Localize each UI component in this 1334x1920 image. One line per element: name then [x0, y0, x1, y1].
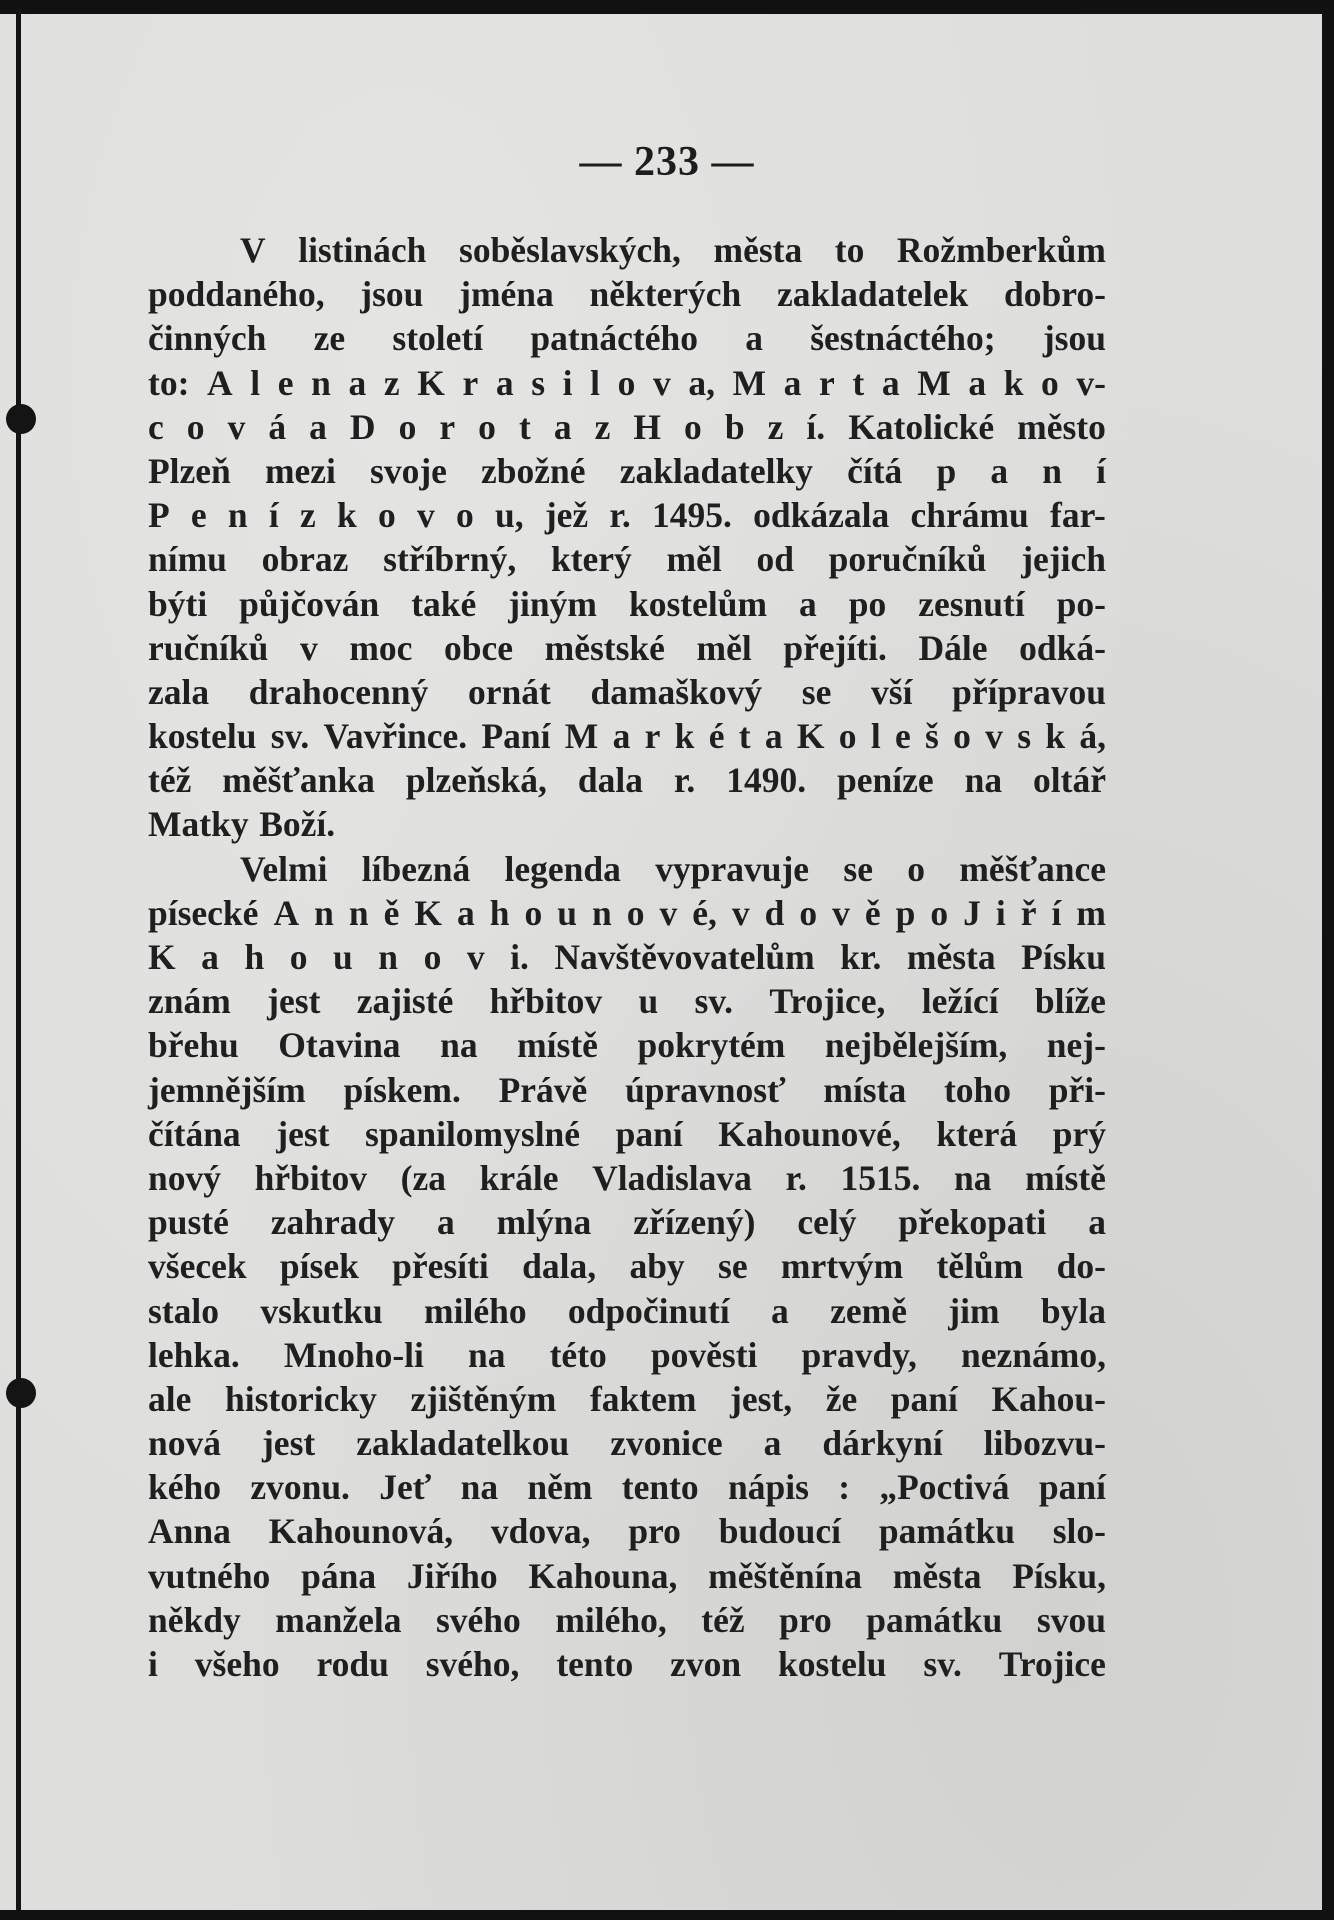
- scan-bottom-edge: [0, 1910, 1334, 1920]
- book-binding-edge: [16, 10, 21, 1910]
- text-line: nový hřbitov (za krále Vladislava r. 1515. na místě: [148, 1157, 1106, 1198]
- text-line: býti půjčován také jiným kostelům a po zesnutí po-: [148, 583, 1106, 624]
- text-line: též měšťanka plzeňská, dala r. 1490. peníze na oltář: [148, 760, 1106, 801]
- text-line: zala drahocenný ornát damaškový se vší přípravou: [148, 671, 1106, 712]
- text-line: všecek písek přesíti dala, aby se mrtvým tělům do-: [148, 1246, 1106, 1287]
- scan-right-edge: [1322, 0, 1334, 1920]
- text-line: jemnějším pískem. Právě úpravnosť místa toho při-: [148, 1069, 1106, 1110]
- text-line: břehu Otavina na místě pokrytém nejbělejším, nej-: [148, 1025, 1106, 1066]
- text-line: to: A l e n a z K r a s i l o v a, M a r t a M a k o v-: [148, 362, 1106, 403]
- text-line: V listinách soběslavských, města to Rožmberkům: [240, 230, 1106, 270]
- text-line: pusté zahrady a mlýna zřízený) celý překopati a: [148, 1202, 1106, 1243]
- page-number: — 233 —: [579, 139, 755, 185]
- text-line: stalo vskutku milého odpočinutí a země jim byla: [148, 1290, 1106, 1331]
- text-line: někdy manžela svého milého, též pro památku svou: [148, 1599, 1106, 1640]
- text-line: nímu obraz stříbrný, který měl od poručníků jejich: [148, 539, 1106, 580]
- text-line: K a h o u n o v i. Navštěvovatelům kr. města Písku: [148, 937, 1106, 977]
- text-line: i všeho rodu svého, tento zvon kostelu sv. Trojice: [148, 1644, 1106, 1684]
- text-line: Anna Kahounová, vdova, pro budoucí památku slo-: [148, 1511, 1106, 1552]
- text-line: kostelu sv. Vavřince. Paní M a r k é t a K o l e š o v s k á,: [148, 716, 1106, 757]
- scan-top-edge: [0, 0, 1334, 14]
- text-line: znám jest zajisté hřbitov u sv. Trojice, ležící blíže: [148, 981, 1106, 1022]
- text-line: lehka. Mnoho-li na této pověsti pravdy, neznámo,: [148, 1334, 1106, 1375]
- text-line: ale historicky zjištěným faktem jest, že paní Kahou-: [148, 1378, 1106, 1419]
- text-line: kého zvonu. Jeť na něm tento nápis : „Poctivá paní: [148, 1467, 1106, 1508]
- text-line: nová jest zakladatelkou zvonice a dárkyní libozvu-: [148, 1423, 1106, 1464]
- text-line: Plzeň mezi svoje zbožné zakladatelky čítá p a n í: [148, 450, 1106, 491]
- text-line: P e n í z k o v o u, jež r. 1495. odkázala chrámu far-: [148, 495, 1106, 536]
- body-text: [148, 228, 1106, 1686]
- text-line: c o v á a D o r o t a z H o b z í. Katolické město: [148, 406, 1106, 447]
- text-line: činných ze století patnáctého a šestnáctého; jsou: [148, 318, 1106, 359]
- binding-mark: [6, 404, 36, 434]
- text-line: Velmi líbezná legenda vypravuje se o měšťance: [240, 848, 1106, 889]
- text-line: vutného pána Jiřího Kahouna, měštěnína města Písku,: [148, 1555, 1106, 1596]
- text-line: Matky Boží.: [148, 804, 336, 845]
- text-line: poddaného, jsou jména některých zakladatelek dobro-: [148, 274, 1106, 315]
- text-line: ručníků v moc obce městské měl přejíti. Dále odká-: [148, 627, 1106, 668]
- text-line: čítána jest spanilomyslné paní Kahounové, která prý: [148, 1113, 1106, 1154]
- text-line: písecké A n n ě K a h o u n o v é, v d o v ě p o J i ř í m: [148, 892, 1106, 933]
- binding-mark: [6, 1378, 36, 1408]
